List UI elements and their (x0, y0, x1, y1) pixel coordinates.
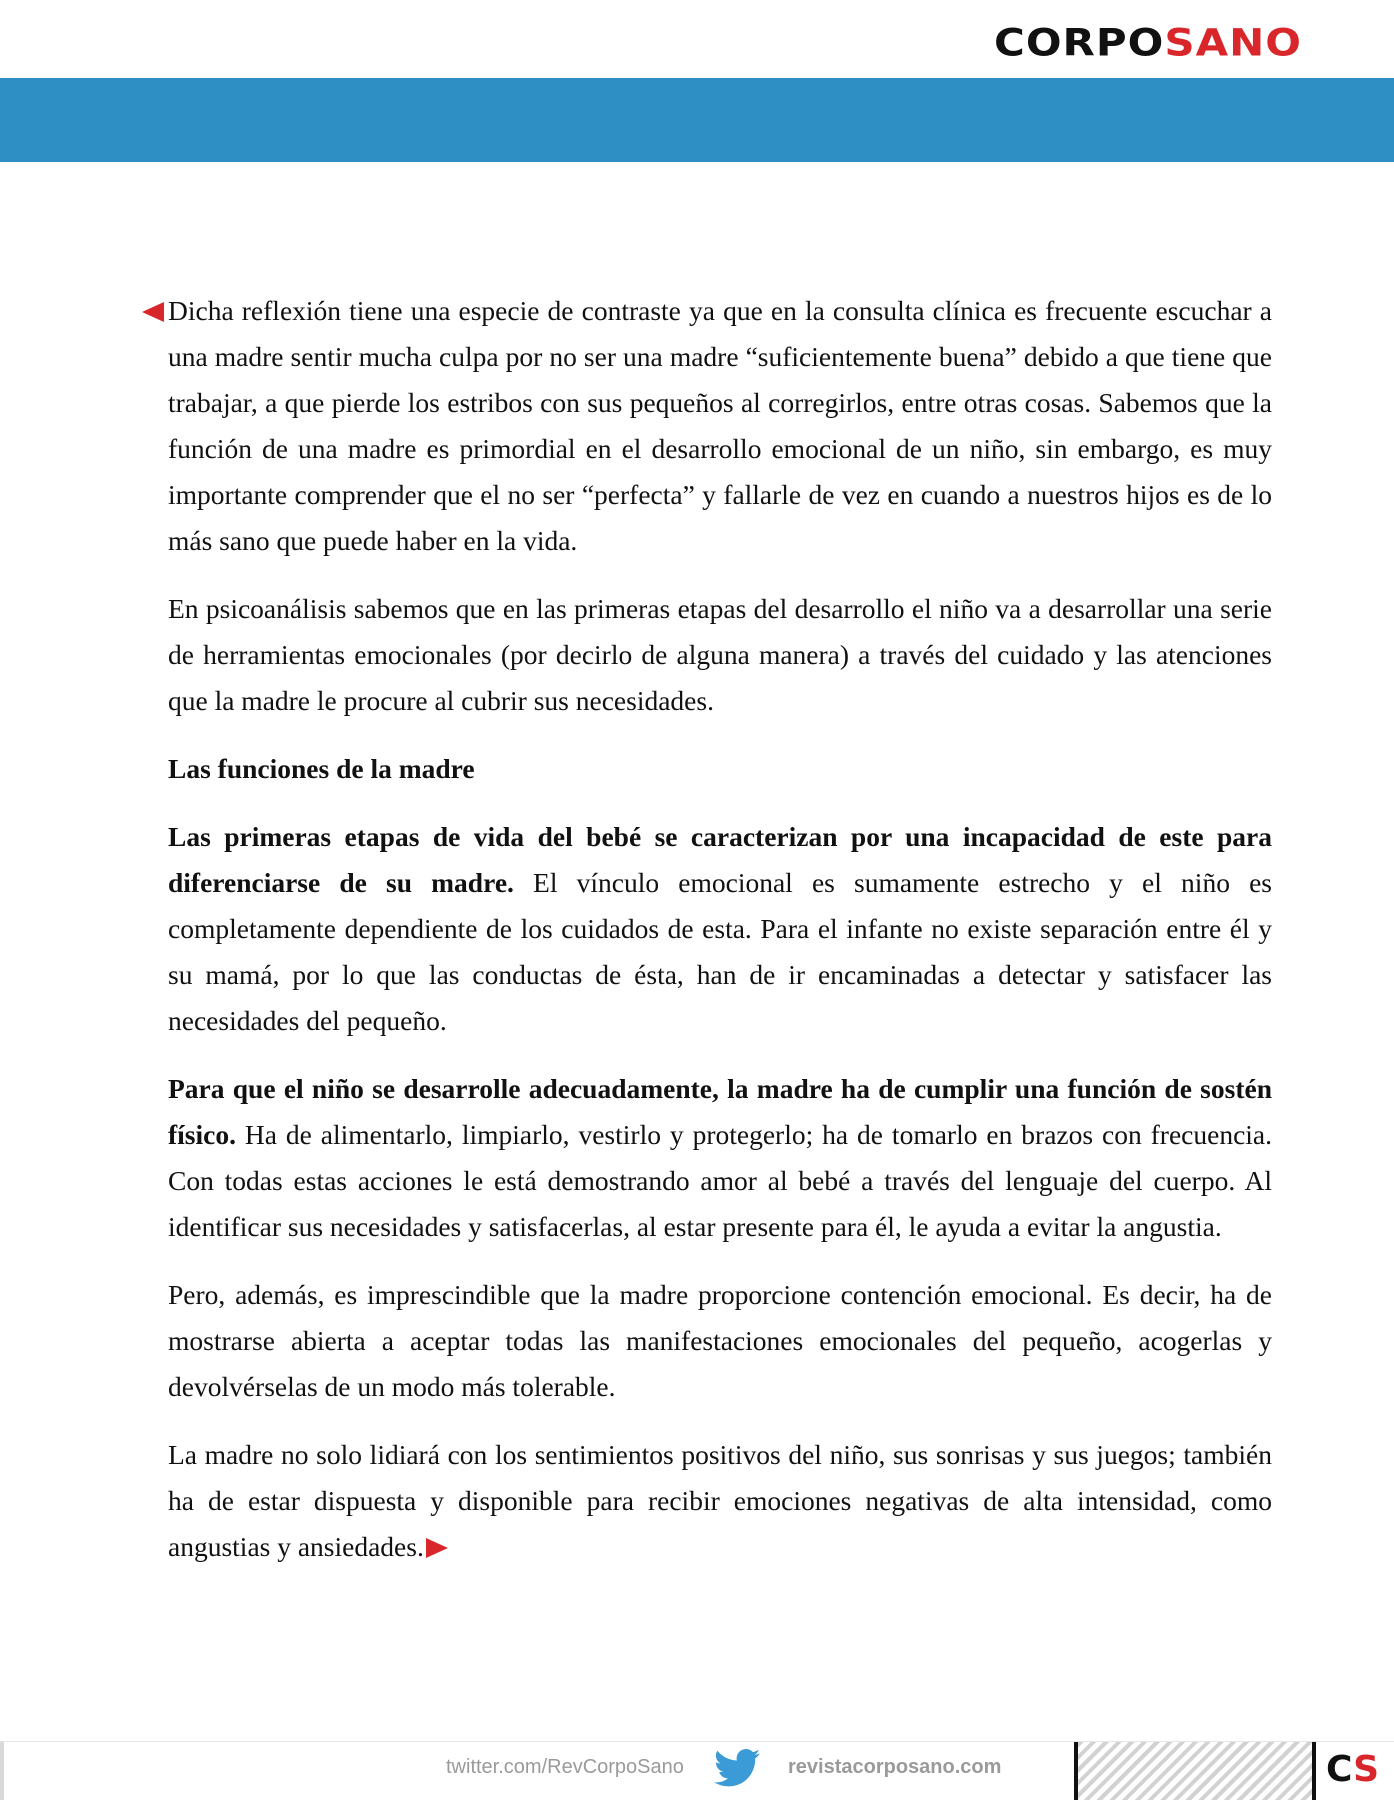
bold-lead-sentence: Para que el niño se desarrolle adecuadamente, la madre ha de cumplir una función de sostén físico. (168, 1073, 1272, 1150)
section-heading: Las funciones de la madre (168, 753, 475, 784)
paragraph-text: El vínculo emocional es sumamente estrecho y el niño es completamente dependiente de los cuidados de esta. Para el infante no existe separación entre él y su mamá, por lo que las conductas de ésta, han de ir encaminadas a detectar y satisfacer las necesidades del pequeño. (168, 867, 1272, 1036)
continued-from-marker-icon (142, 302, 164, 322)
article-paragraph: En psicoanálisis sabemos que en las primeras etapas del desarrollo el niño va a desarrollar una serie de herramientas emocionales (por decirlo de alguna manera) a través del cuidado y las atenciones que la madre le procure al cubrir sus necesidades. (168, 593, 1272, 716)
twitter-link[interactable]: twitter.com/RevCorpoSano (446, 1756, 684, 1778)
article-paragraph (168, 1066, 1272, 1250)
footer-stripe-pattern (1074, 1742, 1316, 1800)
paragraph-text: La madre no solo lidiará con los sentimientos positivos del niño, sus sonrisas y sus juegos; también ha de estar dispuesta y disponible para recibir emociones negativas de alta intensidad, como angustias y ansiedades. (168, 1439, 1272, 1562)
cs-logo (1326, 1748, 1379, 1792)
continues-marker-icon (426, 1538, 448, 1558)
website-link[interactable]: revistacorposano.com (788, 1756, 1002, 1778)
twitter-bird-icon (714, 1748, 760, 1788)
paragraph-text: Ha de alimentarlo, limpiarlo, vestirlo y protegerlo; ha de tomarlo en brazos con frecuencia. Con todas estas acciones le está demostrando amor al bebé a través del lenguaje del cuerpo. Al identificar sus necesidades y satisfacerlas, al estar presente para él, le ayuda a evitar la angustia. (168, 1119, 1272, 1242)
article-paragraph (168, 1432, 1272, 1570)
brand-logo-corpo: CORPO (994, 20, 1165, 65)
paragraph-text: Dicha reflexión tiene una especie de contraste ya que en la consulta clínica es frecuente escuchar a una madre sentir mucha culpa por no ser una madre “suficientemente buena” debido a que tiene que trabajar, a que pierde los estribos con sus pequeños al corregirlos, entre otras cosas. Sabemos que la función de una madre es primordial en el desarrollo emocional de un niño, sin embargo, es muy importante comprender que el no ser “perfecta” y fallarle de vez en cuando a nuestros hijos es de lo más sano que puede haber en la vida. (168, 295, 1272, 556)
cs-logo-s: S (1353, 1749, 1380, 1790)
article-body (168, 288, 1272, 1592)
article-paragraph (168, 288, 1272, 564)
bold-lead-sentence: Las primeras etapas de vida del bebé se caracterizan por una incapacidad de este para diferenciarse de su madre. (168, 821, 1272, 898)
footer-edge-divider (0, 1742, 4, 1800)
brand-logo-sano: SANO (1164, 20, 1302, 65)
header-color-band (0, 78, 1394, 162)
cs-logo-c: C (1326, 1749, 1354, 1790)
brand-logo (994, 22, 1302, 63)
article-paragraph: Pero, además, es imprescindible que la madre proporcione contención emocional. Es decir, ha de mostrarse abierta a aceptar todas las manifestaciones emocionales del pequeño, acogerlas y devolvérselas de un modo más tolerable. (168, 1279, 1272, 1402)
page-footer (0, 1741, 1394, 1800)
article-paragraph (168, 814, 1272, 1044)
